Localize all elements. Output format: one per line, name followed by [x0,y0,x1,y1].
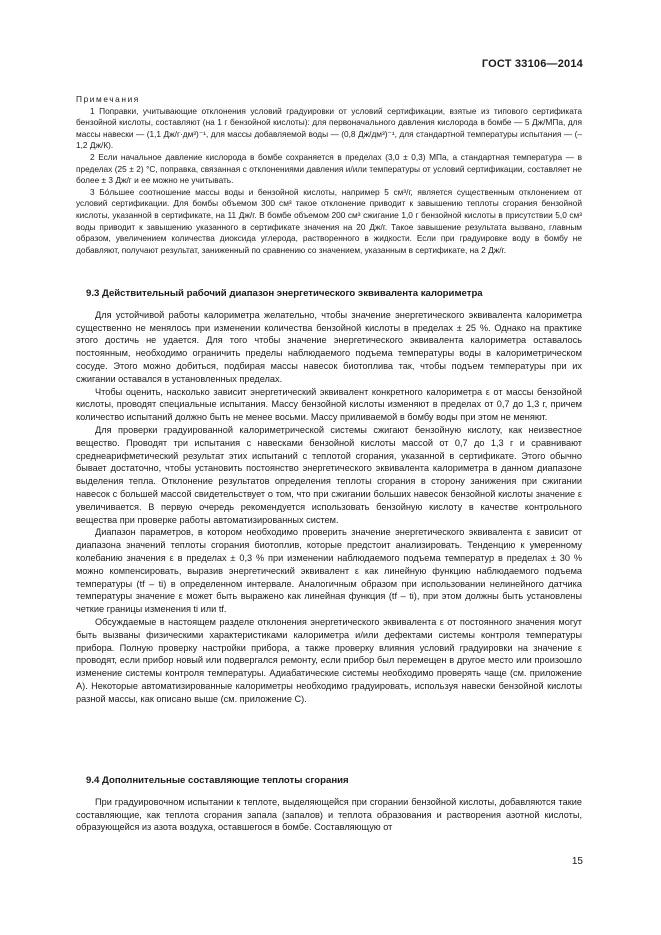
page-number: 15 [571,856,583,867]
paragraph: Для устойчивой работы калориметра желательно, чтобы значение энергетического эквивалента калориметра существенно не менялось при изменении количества бензойной кислоты в пределах ± 25 %. Однако на практике этого достичь не удается. Для того чтобы значение энергетического эквивалента калориметра оставалось постоянным, необходимо ограничить пределы наблюдаемого подъема температуры воды в калориметрическом сосуде. Этого можно добиться, подбирая массы навесок биотоплива так, чтобы подъем температуры при их сжигании оставался в установленных пределах. [76,309,582,384]
section-heading: 9.3 Действительный рабочий диапазон энергетического эквивалента калориметра [86,288,483,299]
paragraph: Диапазон параметров, в котором необходимо проверить значение энергетического эквивалента ε зависит от диапазона значений теплоты сгорания биотоплив, которые предстоит анализировать. Тенденцию к умеренному колебанию значения ε в пределах ± 0,3 % при изменении наблюдаемого подъема температур в пределах ± 30 % можно компенсировать, выразив энергетический эквивалент ε как линейную функцию наблюдаемого подъема температуры (tf – ti) в определенном интервале. Аналогичным образом при использовании нелинейного датчика температуры значение ε может быть выражено как линейная функция (tf – ti), при этом должны быть установлены четкие границы изменения ti или tf. [76,527,582,615]
section-9-3 [76,288,582,706]
notes-block [76,94,582,256]
paragraph: Для проверки градуированной калориметрической системы сжигают бензойную кислоту, как неизвестное вещество. Проводят три испытания с навесками бензойной кислоты массой от 0,7 до 1,3 г и сравнивают среднеарифметический результат этих испытаний с теплотой сгорания, указанной в сертификате. Этого обычно бывает достаточно, чтобы установить постоянство энергетического эквивалента калориметра в данном диапазоне выделения тепла. Отклонение результатов определения теплоты сгорания в сторону занижения при сжигании навесок с большей массой свидетельствует о том, что при сжигании больших навесок бензойной кислоты значение ε увеличивается. В первую очередь рекомендуется использовать бензойную кислоту в качестве контрольного вещества при проверке работы автоматизированных систем. [76,424,582,525]
note-item: 1 Поправки, учитывающие отклонения условий градуировки от условий сертификации, взятые из типового сертификата бензойной кислоты, составляют (на 1 г бензойной кислоты): для первоначального давления кислорода в бомбе — 5 Дж/МПа, для массы навески — (1,1 Дж/г·дм³)⁻¹, для массы добавляемой воды — (0,8 Дж/дм³)⁻¹, для стандартной температуры испытания — (–1,2 Дж/К). [76,105,582,151]
section-9-4 [76,775,582,834]
note-item: 3 Бо́льшее соотношение массы воды и бензойной кислоты, например 5 см³/г, является существенным отклонением от условий сертификации. Для бомбы объемом 300 см³ такое отклонение приводит к завышению теплоты сгорания бензойной кислоты, указанной в сертификате, на 11 Дж/г. В бомбе объемом 200 см³ сжигание 1,0 г бензойной кислоты в присутствии 5,0 см³ воды приводит к завышению указанного в сертификате значения на 20 Дж/г. Такое завышение результата вызвано, главным образом, увеличением количества диоксида углерода, растворенного в жидкости. Если при градуировке воду в бомбу не добавляют, получают результат, заниженный по сравнению со значением, указанным в сертификате, на 2 Дж/г. [76,186,582,255]
paragraph: Чтобы оценить, насколько зависит энергетический эквивалент конкретного калориметра ε от массы бензойной кислоты, проводят специальные испытания. Массу бензойной кислоты изменяют в пределах от 0,7 до 1,3 г, причем количество испытаний должно быть не менее восьми. Массу приливаемой в бомбу воды при этом не меняют. [76,386,582,423]
document-id: ГОСТ 33106—2014 [481,58,583,70]
notes-title: Примечания [76,94,140,104]
paragraph: При градуировочном испытании к теплоте, выделяющейся при сгорании бензойной кислоты, добавляются такие составляющие, как теплота сгорания запала (запалов) и теплота образования и растворения азотной кислоты, образующейся из азота воздуха, оставшегося в бомбе. Составляющую от [76,796,582,833]
paragraph: Обсуждаемые в настоящем разделе отклонения энергетического эквивалента ε от постоянного значения могут быть вызваны физическими характеристиками калориметра и/или дефектами системы контроля температуры прибора. Полную проверку настройки прибора, а также проверку влияния условий градуировки на значение ε проводят, если прибор новый или подвергался ремонту, если прибор был перемещен в другое место или произошло изменение системы контроля температуры. Адиабатические системы необходимо проверять чаще (см. приложение А). Некоторые автоматизированные калориметры необходимо градуировать, используя навески бензойной кислоты разной массы, как описано выше (см. приложение С). [76,616,582,704]
note-item: 2 Если начальное давление кислорода в бомбе сохраняется в пределах (3,0 ± 0,3) МПа, а стандартная температура — в пределах (25 ± 2) °С, поправка, связанная с отклонениями давления и/или температуры от условий сертификации, составляет не более ± 3 Дж/г и ее можно не учитывать. [76,151,582,186]
section-heading: 9.4 Дополнительные составляющие теплоты сгорания [86,775,349,786]
